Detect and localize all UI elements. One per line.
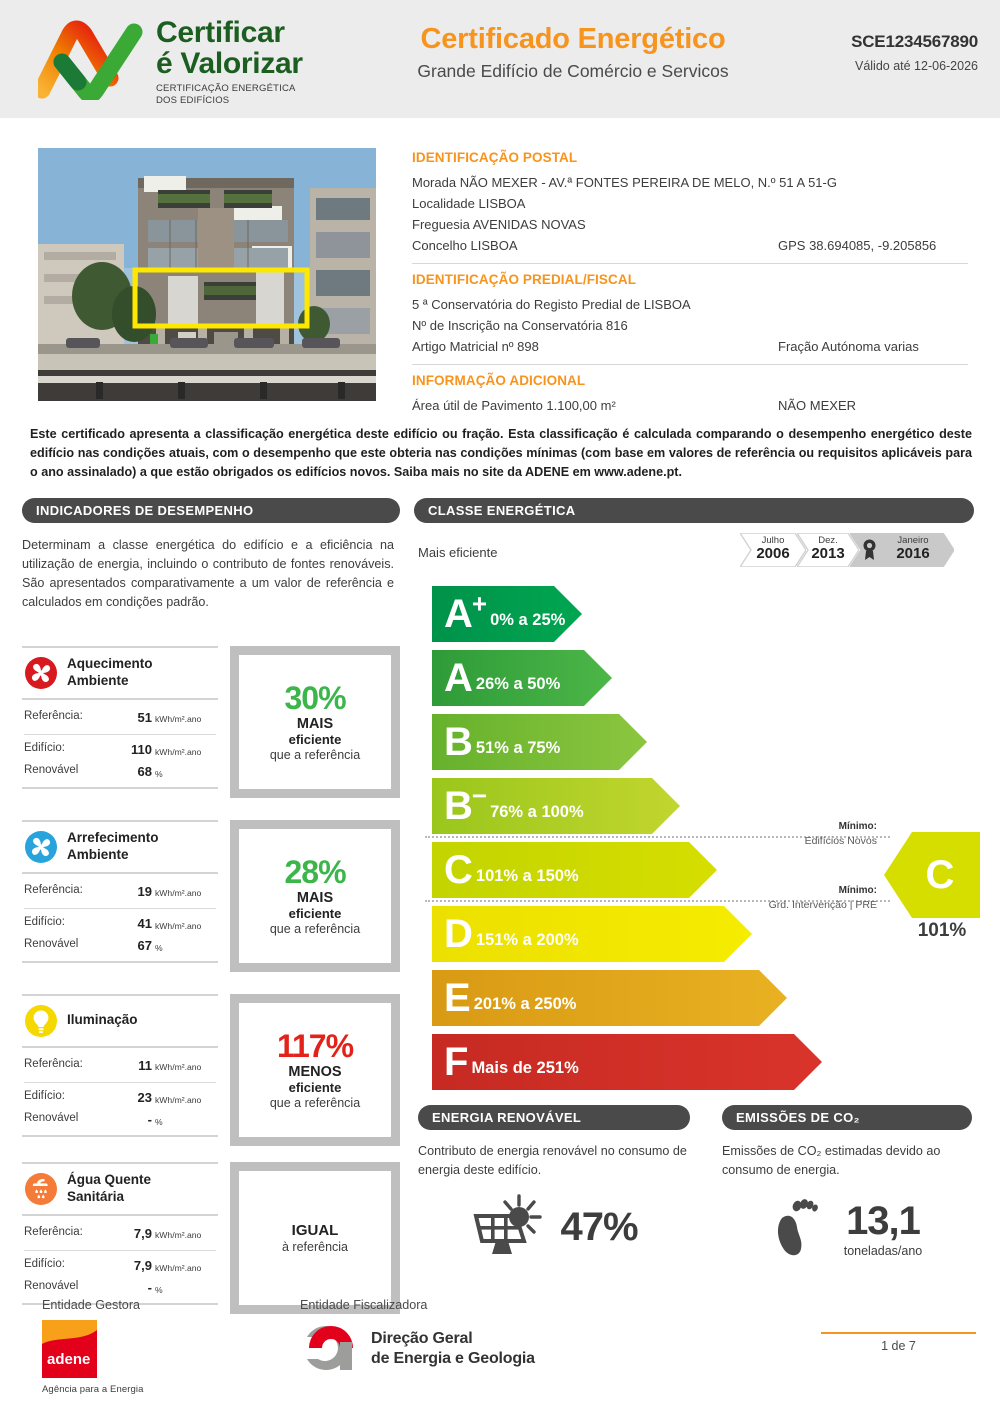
label-edificio: Edifício: xyxy=(24,1089,65,1102)
indicator-values xyxy=(22,646,218,789)
minimo-value: Edifícios Novos xyxy=(804,834,877,847)
divider xyxy=(412,364,968,365)
minimo-value: Grd. Intervenção | PRE xyxy=(768,898,877,911)
indicator-block xyxy=(22,646,400,802)
value-edificio: 7,9 xyxy=(133,1257,152,1273)
address-gps: GPS 38.694085, -9.205856 xyxy=(778,238,937,254)
indicator-values xyxy=(22,1162,218,1305)
unit-referencia: kWh/m².ano xyxy=(155,1230,202,1241)
indicator-percentage: 28% xyxy=(284,853,346,890)
indicator-values xyxy=(22,820,218,963)
unit-edificio: kWh/m².ano xyxy=(155,1262,202,1273)
unit-edificio: kWh/m².ano xyxy=(155,746,202,757)
value-renovavel: - xyxy=(147,1280,152,1296)
unit-referencia: kWh/m².ano xyxy=(155,1062,202,1073)
energy-class-bar-Aplus xyxy=(432,586,582,642)
unit-renovavel: % xyxy=(155,1284,163,1295)
award-medal-icon xyxy=(862,539,877,564)
value-referencia: 51 xyxy=(137,709,152,725)
page-footer xyxy=(0,1288,1000,1415)
indicator-name: Água Quente Sanitária xyxy=(67,1172,152,1204)
indicator-name: Aquecimento Ambiente xyxy=(67,656,153,688)
co2-unit: toneladas/ano xyxy=(843,1243,923,1258)
indicator-comparison-word: MAIS xyxy=(296,889,334,906)
class-range-label: 0% a 25% xyxy=(490,611,566,629)
page-subtitle: Grande Edifício de Comércio e Servicos xyxy=(417,60,729,81)
predial-conservatoria: 5 ª Conservatória do Registo Predial de LISBOA xyxy=(412,297,691,313)
indicator-comparison-box xyxy=(230,994,400,1146)
section-heading-renovavel: ENERGIA RENOVÁVEL xyxy=(418,1105,690,1130)
address-morada: Morada NÃO MEXER - AV.ª FONTES PEREIRA DE MELO, N.º 51 A 51-G xyxy=(412,175,837,190)
class-modifier: − xyxy=(471,780,487,811)
energy-class-bar-C xyxy=(432,842,717,898)
logo-sub-line-1: CERTIFICAÇÃO ENERGÉTICA xyxy=(156,83,296,95)
value-referencia: 19 xyxy=(137,883,152,899)
dgeg-line-1: Direção Geral xyxy=(371,1329,473,1347)
value-edificio: 41 xyxy=(137,915,152,931)
indicator-efficiency-word: eficiente xyxy=(288,731,342,747)
dgeg-logo-icon xyxy=(300,1320,362,1377)
section-heading-predial: IDENTIFICAÇÃO PREDIAL/FISCAL xyxy=(412,272,637,288)
badge-year: 2006 xyxy=(756,545,790,563)
class-letter: F xyxy=(444,1040,468,1084)
shower-icon xyxy=(24,1172,58,1206)
entidade-gestora-label: Entidade Gestora xyxy=(42,1298,141,1312)
logo-line-1: Certificar xyxy=(156,16,285,49)
label-referencia: Referência: xyxy=(24,709,83,722)
label-renovavel: Renovável xyxy=(24,1112,79,1125)
minimo-grande-intervencao xyxy=(702,883,877,912)
fan-icon xyxy=(24,656,58,690)
energy-class-bar-A xyxy=(432,650,612,706)
adene-logo xyxy=(42,1320,97,1378)
value-edificio: 23 xyxy=(137,1089,152,1105)
indicator-percentage: 117% xyxy=(276,1027,354,1064)
fan-icon xyxy=(24,830,58,864)
minimo-edificios-novos xyxy=(702,819,877,848)
indicator-efficiency-word: eficiente xyxy=(288,1079,342,1095)
minimo-label: Mínimo: xyxy=(838,885,877,896)
indicator-comparison-box xyxy=(230,646,400,798)
class-range-label: Mais de 251% xyxy=(471,1059,579,1077)
label-renovavel: Renovável xyxy=(24,938,79,951)
label-renovavel: Renovável xyxy=(24,764,79,777)
value-referencia: 11 xyxy=(138,1057,152,1073)
class-letter: A xyxy=(444,656,472,700)
logo-line-2: é Valorizar xyxy=(156,46,303,80)
page-number: 1 de 7 xyxy=(881,1339,916,1353)
class-letter: E xyxy=(444,976,470,1020)
indicator-comparison-word: MENOS xyxy=(288,1063,342,1080)
divider xyxy=(412,263,968,264)
class-range-label: 101% a 150% xyxy=(475,867,579,885)
label-referencia: Referência: xyxy=(24,1225,83,1238)
certificate-meta xyxy=(851,32,978,73)
section-heading-co2: EMISSÕES DE CO₂ xyxy=(722,1105,972,1130)
unit-referencia: kWh/m².ano xyxy=(155,888,202,899)
indicator-reference-note: que a referência xyxy=(269,747,361,762)
indicator-reference-note: que a referência xyxy=(269,1095,361,1110)
page-number-block xyxy=(821,1332,976,1353)
unit-referencia: kWh/m².ano xyxy=(155,714,202,725)
page-title: Certificado Energético xyxy=(420,23,726,55)
indicator-values xyxy=(22,994,218,1137)
energy-class-bar-D xyxy=(432,906,752,962)
predial-fracao: Fração Autónoma varias xyxy=(778,339,919,355)
label-referencia: Referência: xyxy=(24,883,83,896)
svg-text:adene: adene xyxy=(47,1351,91,1368)
indicator-block xyxy=(22,820,400,976)
indicator-comparison-word: MAIS xyxy=(296,715,334,732)
entidade-gestora-block xyxy=(42,1298,144,1395)
label-edificio: Edifício: xyxy=(24,915,65,928)
class-letter: B xyxy=(444,720,472,764)
indicator-comparison-box xyxy=(230,820,400,972)
regulation-date-badges xyxy=(740,533,972,567)
label-renovavel: Renovável xyxy=(24,1280,79,1293)
class-letter: C xyxy=(444,848,472,892)
unit-edificio: kWh/m².ano xyxy=(155,1094,202,1105)
logo-wordmark xyxy=(156,18,303,106)
class-letter: A+ xyxy=(444,588,487,636)
renewable-energy-panel xyxy=(418,1105,690,1261)
address-localidade: Localidade LISBOA xyxy=(412,196,526,212)
date-badge-2016 xyxy=(850,533,954,567)
energy-class-bar-E xyxy=(432,970,787,1026)
page-header xyxy=(0,0,1000,118)
badge-year: 2013 xyxy=(811,545,845,563)
unit-renovavel: % xyxy=(155,768,163,779)
class-range-label: 201% a 250% xyxy=(473,995,577,1013)
building-photo xyxy=(38,148,376,401)
value-renovavel: 67 xyxy=(137,938,152,954)
unit-renovavel: % xyxy=(155,1116,163,1127)
logo-sub-line-2: DOS EDIFÍCIOS xyxy=(156,94,230,106)
indicator-name: Arrefecimento Ambiente xyxy=(67,830,159,862)
minimo-label: Mínimo: xyxy=(838,821,877,832)
class-letter: B− xyxy=(444,780,487,828)
renewable-description: Contributo de energia renovável no consumo de energia deste edifício. xyxy=(418,1144,687,1177)
class-range-label: 51% a 75% xyxy=(475,739,561,757)
adicional-area: Área útil de Pavimento 1.100,00 m² xyxy=(412,398,616,414)
indicator-name: Iluminação xyxy=(67,1012,138,1028)
energy-class-bar-Bminus xyxy=(432,778,680,834)
class-modifier: + xyxy=(471,588,487,619)
section-heading-adicional: INFORMAÇÃO ADICIONAL xyxy=(412,373,586,389)
result-class-percentage: 101% xyxy=(917,920,967,941)
indicators-description: Determinam a classe energética do edifício e a eficiência na utilização de energia, incluindo o contributo de fontes renováveis. São apresentados comparativamente a um valor de referência e calculados em condições padrão. xyxy=(22,538,394,609)
label-edificio: Edifício: xyxy=(24,741,65,754)
value-edificio: 110 xyxy=(131,741,152,757)
solar-panel-icon xyxy=(470,1194,548,1261)
result-class-marker xyxy=(884,832,980,918)
page-rule xyxy=(821,1332,976,1334)
result-class-letter: C xyxy=(925,852,955,897)
co2-emissions-panel xyxy=(722,1105,972,1265)
class-range-label: 26% a 50% xyxy=(475,675,561,693)
label-referencia: Referência: xyxy=(24,1057,83,1070)
indicator-percentage: 30% xyxy=(284,679,346,716)
class-range-label: 151% a 200% xyxy=(475,931,579,949)
intro-paragraph: Este certificado apresenta a classificação energética deste edifício ou fração. Esta classificação é calculada comparando o desempenho energético deste edifício nas condições atuais, com o desempenho que este obteria nas condições mínimas (com base em valores de referência ou requisitos aplicáveis para o ano assinalado) a que estão obrigados os edifícios novos. Saiba mais no site da ADENE em www.adene.pt. xyxy=(30,427,972,480)
indicator-efficiency-word: eficiente xyxy=(288,905,342,921)
value-referencia: 7,9 xyxy=(133,1225,152,1241)
energy-class-panel xyxy=(414,498,974,523)
adicional-nota: NÃO MEXER xyxy=(778,398,857,414)
document-title-block xyxy=(358,24,788,82)
co2-value: 13,1 xyxy=(846,1198,920,1243)
dgeg-line-2: de Energia e Geologia xyxy=(371,1349,535,1367)
certificate-validity: Válido até 12-06-2026 xyxy=(854,59,978,73)
most-efficient-label: Mais eficiente xyxy=(418,545,498,560)
energy-class-scale xyxy=(432,586,977,1096)
badge-month: Dez. xyxy=(818,535,838,546)
renewable-value: 47% xyxy=(560,1205,638,1250)
logo-chevron-check-icon xyxy=(38,18,148,100)
badge-year: 2016 xyxy=(896,545,930,563)
footprint-icon xyxy=(772,1194,818,1265)
address-freguesia: Freguesia AVENIDAS NOVAS xyxy=(412,217,586,233)
indicator-reference-note: que a referência xyxy=(269,921,361,936)
indicator-reference-note: à referência xyxy=(281,1239,348,1254)
section-heading-classe: CLASSE ENERGÉTICA xyxy=(414,498,974,523)
address-concelho: Concelho LISBOA xyxy=(412,238,518,254)
value-renovavel: 68 xyxy=(137,764,152,780)
section-heading-indicadores: INDICADORES DE DESEMPENHO xyxy=(22,498,400,523)
section-heading-postal: IDENTIFICAÇÃO POSTAL xyxy=(412,150,578,165)
indicator-block xyxy=(22,994,400,1150)
performance-indicators-panel xyxy=(22,498,402,1310)
value-renovavel: - xyxy=(147,1112,152,1128)
identification-block xyxy=(412,150,968,416)
energy-class-bar-B xyxy=(432,714,647,770)
unit-edificio: kWh/m².ano xyxy=(155,920,202,931)
predial-artigo: Artigo Matricial nº 898 xyxy=(412,339,539,355)
indicator-comparison-word: IGUAL xyxy=(291,1221,339,1239)
certificate-number: SCE1234567890 xyxy=(851,32,978,51)
energy-class-bar-F xyxy=(432,1034,822,1090)
certificar-valorizar-logo xyxy=(38,14,338,106)
adene-caption: Agência para a Energia xyxy=(42,1384,144,1395)
predial-inscricao: Nº de Inscrição na Conservatória 816 xyxy=(412,318,628,334)
badge-month: Julho xyxy=(761,535,785,546)
co2-description: Emissões de CO₂ estimadas devido ao consumo de energia. xyxy=(722,1144,941,1177)
class-range-label: 76% a 100% xyxy=(490,803,584,821)
badge-month: Janeiro xyxy=(897,535,929,546)
entidade-fiscalizadora-label: Entidade Fiscalizadora xyxy=(300,1298,428,1312)
label-edificio: Edifício: xyxy=(24,1257,65,1270)
unit-renovavel: % xyxy=(155,942,163,953)
class-letter: D xyxy=(444,912,472,956)
entidade-fiscalizadora-block xyxy=(300,1298,535,1377)
lightbulb-icon xyxy=(24,1004,58,1038)
